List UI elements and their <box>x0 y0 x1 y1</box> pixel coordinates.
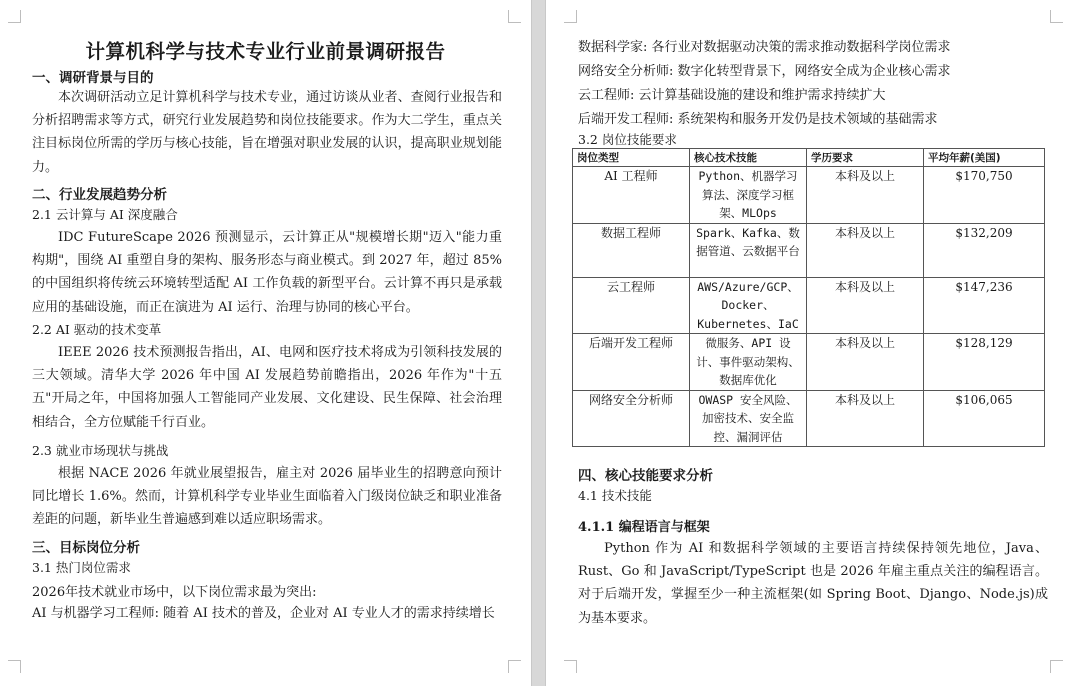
section-3-1-heading: 3.1 热门岗位需求 <box>32 560 131 575</box>
salary-cell: $147,236 <box>924 277 1045 334</box>
table-row <box>573 223 1045 277</box>
skills-cell: Python、机器学习算法、深度学习框架、MLOps <box>690 167 807 224</box>
section-2-1-heading: 2.1 云计算与 AI 深度融合 <box>32 207 178 222</box>
column-header: 平均年薪(美国) <box>924 149 1045 167</box>
role-cell: 后端开发工程师 <box>573 334 690 391</box>
section-2-2-heading: 2.2 AI 驱动的技术变革 <box>32 322 162 337</box>
section-2-heading: 二、行业发展趋势分析 <box>32 187 167 203</box>
section-3-1-intro: 2026年技术就业市场中，以下岗位需求最为突出: <box>32 585 317 600</box>
skills-cell: Spark、Kafka、数据管道、云数据平台 <box>690 223 807 277</box>
hot-role-item: AI 与机器学习工程师: 随着 AI 技术的普及，企业对 AI 专业人才的需求持续增长 <box>32 606 495 621</box>
role-cell: 数据工程师 <box>573 223 690 277</box>
section-4-1-1-heading: 4.1.1 编程语言与框架 <box>578 520 710 535</box>
education-cell: 本科及以上 <box>807 390 924 447</box>
section-4-1-1-paragraph: Python 作为 AI 和数据科学领域的主要语言持续保持领先地位，Java、Rust、Go 和 JavaScript/TypeScript 也是 2026 年雇主重点关注的编程语言。对于后端开发，掌握至少一种主流框架(如 Spring Boot、Django、Node.js)成为基本要求。 <box>578 541 1048 626</box>
salary-cell: $132,209 <box>924 223 1045 277</box>
hot-role-item: 数据科学家: 各行业对数据驱动决策的需求推动数据科学岗位需求 <box>578 40 951 55</box>
table-row <box>573 167 1045 224</box>
table-row <box>573 277 1045 334</box>
section-3-heading: 三、目标岗位分析 <box>32 540 140 556</box>
role-cell: 云工程师 <box>573 277 690 334</box>
education-cell: 本科及以上 <box>807 167 924 224</box>
page-corner-mark <box>564 660 577 673</box>
page-corner-mark <box>508 10 521 23</box>
column-header: 核心技术技能 <box>690 149 807 167</box>
skills-cell: AWS/Azure/GCP、Docker、Kubernetes、IaC <box>690 277 807 334</box>
hot-role-item: 后端开发工程师: 系统架构和服务开发仍是技术领域的基础需求 <box>578 112 938 127</box>
table-row <box>573 390 1045 447</box>
hot-role-item: 网络安全分析师: 数字化转型背景下，网络安全成为企业核心需求 <box>578 64 951 79</box>
section-4-1-heading: 4.1 技术技能 <box>578 488 652 503</box>
page-corner-mark <box>508 660 521 673</box>
section-1-heading: 一、调研背景与目的 <box>32 70 154 86</box>
page-corner-mark <box>564 10 577 23</box>
section-2-1-paragraph: IDC FutureScape 2026 预测显示，云计算正从"规模增长期"迈入"能力重构期"，围绕 AI 重塑自身的架构、服务形态与商业模式。到 2027 年，超过 85%的中国组织将传统云环境转型适配 AI 工作负载的新型平台。云计算不再只是承载应用的基础设施，而正在演进为 AI 运行、治理与协同的核心平台。 <box>32 230 502 315</box>
section-1-paragraph: 本次调研活动立足计算机科学与技术专业，通过访谈从业者、查阅行业报告和分析招聘需求等方式，研究行业发展趋势和岗位技能要求。作为大二学生，重点关注目标岗位所需的学历与核心技能，旨在增强对职业发展的认识，提高职业规划能力。 <box>32 90 502 175</box>
skills-cell: OWASP 安全风险、加密技术、安全监控、漏洞评估 <box>690 390 807 447</box>
column-header: 学历要求 <box>807 149 924 167</box>
table-header-row <box>573 149 1045 167</box>
education-cell: 本科及以上 <box>807 277 924 334</box>
hot-role-item: 云工程师: 云计算基础设施的建设和维护需求持续扩大 <box>578 88 886 103</box>
salary-cell: $128,129 <box>924 334 1045 391</box>
page-corner-mark <box>1050 660 1063 673</box>
document-title: 计算机科学与技术专业行业前景调研报告 <box>85 40 446 63</box>
section-2-2-paragraph: IEEE 2026 技术预测报告指出，AI、电网和医疗技术将成为引领科技发展的三大领域。清华大学 2026 年中国 AI 发展趋势前瞻指出，2026 年作为"十五五"开局之年，中国将加强人工智能同产业发展、文化建设、民生保障、社会治理相结合，全方位赋能千行百业。 <box>32 345 502 430</box>
page-corner-mark <box>8 660 21 673</box>
section-3-2-heading: 3.2 岗位技能要求 <box>578 132 677 147</box>
page-corner-mark <box>1050 10 1063 23</box>
skills-table <box>572 148 1045 447</box>
left-page <box>0 0 531 686</box>
section-2-3-paragraph: 根据 NACE 2026 年就业展望报告，雇主对 2026 届毕业生的招聘意向预计同比增长 1.6%。然而，计算机科学专业毕业生面临着入门级岗位缺乏和职业准备差距的问题，新毕业生普遍感到难以适应职场需求。 <box>32 466 502 528</box>
education-cell: 本科及以上 <box>807 223 924 277</box>
table-row <box>573 334 1045 391</box>
section-2-3-heading: 2.3 就业市场现状与挑战 <box>32 443 169 458</box>
salary-cell: $106,065 <box>924 390 1045 447</box>
column-header: 岗位类型 <box>573 149 690 167</box>
section-4-heading: 四、核心技能要求分析 <box>578 468 713 484</box>
role-cell: AI 工程师 <box>573 167 690 224</box>
skills-cell: 微服务、API 设计、事件驱动架构、数据库优化 <box>690 334 807 391</box>
role-cell: 网络安全分析师 <box>573 390 690 447</box>
salary-cell: $170,750 <box>924 167 1045 224</box>
page-corner-mark <box>8 10 21 23</box>
page-gutter <box>531 0 546 686</box>
education-cell: 本科及以上 <box>807 334 924 391</box>
